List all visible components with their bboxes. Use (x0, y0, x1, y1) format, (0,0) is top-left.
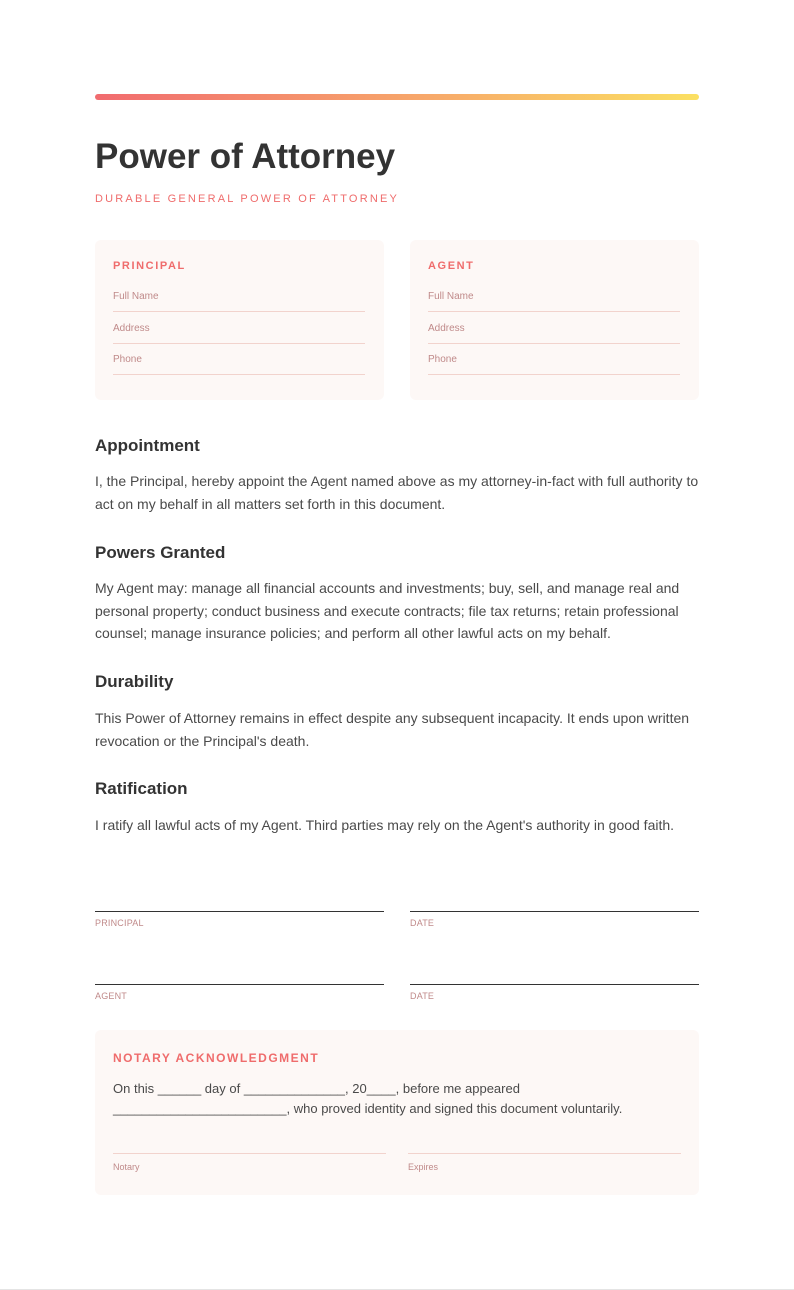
agent-signature-line[interactable] (95, 984, 384, 1001)
section-text-appointment: I, the Principal, hereby appoint the Agent named above as my attorney-in-fact with full authority to act on my behalf in all matters set forth in this document. (95, 473, 699, 512)
agent-box (410, 240, 699, 400)
principal-date-line[interactable] (410, 911, 699, 928)
principal-address-field[interactable] (113, 323, 365, 344)
field-label: Phone (428, 354, 457, 365)
notary-heading: NOTARY ACKNOWLEDGMENT (113, 1051, 320, 1065)
page-title: Power of Attorney (95, 137, 396, 176)
notary-text-line-1: On this ______ day of ______________, 20____, before me appeared (113, 1081, 520, 1096)
section-text-durability: This Power of Attorney remains in effect despite any subsequent incapacity. It ends upon written revocation or the Principal's death. (95, 710, 690, 749)
agent-full-name-field[interactable] (428, 291, 680, 312)
notary-label: Notary (113, 1162, 140, 1172)
notary-text-line-2: ________________________, who proved identity and signed this document voluntarily. (113, 1101, 623, 1116)
notary-signature-line[interactable] (113, 1153, 386, 1172)
agent-phone-field[interactable] (428, 354, 680, 375)
section-heading-ratification: Ratification (95, 779, 188, 798)
section-heading-durability: Durability (95, 672, 174, 691)
agent-date-line[interactable] (410, 984, 699, 1001)
field-label: Full Name (113, 291, 159, 302)
notary-expires-line[interactable] (408, 1153, 681, 1172)
signature-label: AGENT (95, 991, 128, 1001)
signature-label: PRINCIPAL (95, 918, 144, 928)
field-label: Full Name (428, 291, 474, 302)
field-label: Address (113, 323, 150, 334)
section-text-ratification: I ratify all lawful acts of my Agent. Third parties may rely on the Agent's authority in good faith. (95, 817, 675, 833)
principal-signature-line[interactable] (95, 911, 384, 928)
expires-label: Expires (408, 1162, 439, 1172)
section-text-powers: My Agent may: manage all financial accounts and investments; buy, sell, and manage real and personal property; conduct business and execute contracts; file tax returns; retain professional counsel; manage insurance policies; and perform all other lawful acts on my behalf. (95, 580, 680, 641)
principal-phone-field[interactable] (113, 354, 365, 375)
section-heading-appointment: Appointment (95, 436, 200, 455)
signature-label: DATE (410, 991, 435, 1001)
field-label: Address (428, 323, 465, 334)
section-heading-powers: Powers Granted (95, 543, 226, 562)
signature-label: DATE (410, 918, 435, 928)
principal-box (95, 240, 384, 400)
page-subtitle: DURABLE GENERAL POWER OF ATTORNEY (95, 193, 400, 205)
principal-full-name-field[interactable] (113, 291, 365, 312)
accent-bar (95, 94, 699, 100)
agent-heading: AGENT (428, 260, 475, 272)
agent-address-field[interactable] (428, 323, 680, 344)
principal-heading: PRINCIPAL (113, 260, 186, 272)
notary-acknowledgment-box (95, 1030, 699, 1195)
field-label: Phone (113, 354, 142, 365)
